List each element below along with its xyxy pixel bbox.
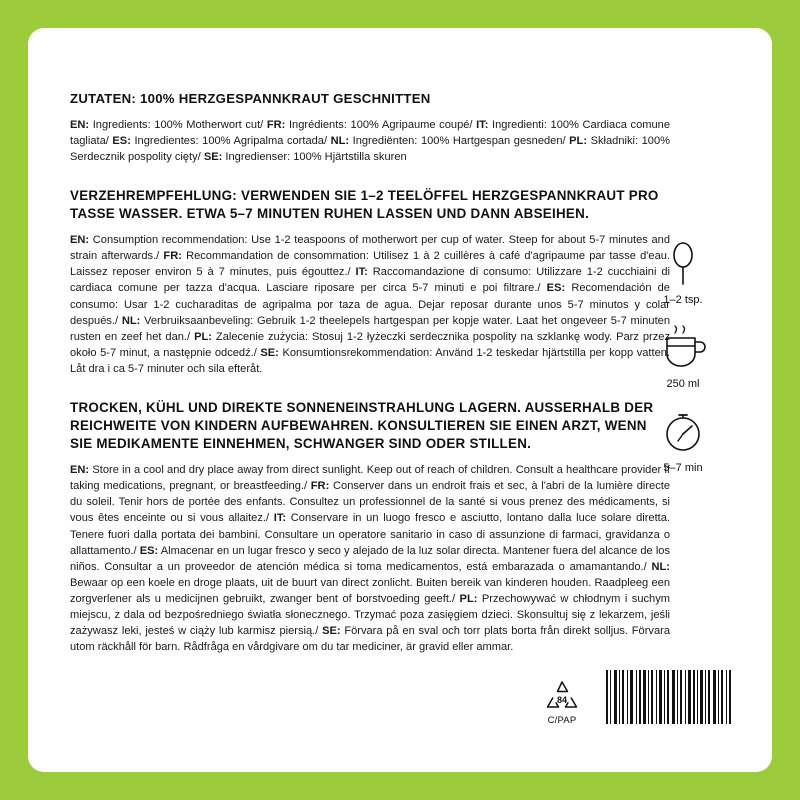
ingredients-heading: ZUTATEN: 100% HERZGESPANNKRAUT GESCHNITTEN — [70, 91, 431, 106]
section-ingredients — [70, 90, 670, 165]
timer-icon — [653, 406, 713, 460]
bottom-marks — [538, 668, 732, 726]
usage-icon-item-spoon — [653, 238, 713, 306]
recycling-triangle-icon — [542, 678, 582, 714]
section-storage-warning — [70, 399, 670, 655]
usage-icon-column — [640, 238, 726, 490]
recycling-number: 84 — [556, 695, 568, 705]
storage-warning-heading: TROCKEN, KÜHL UND DIREKTE SONNENEINSTRAHLUNG LAGERN. AUSSERHALB DER REICHWEITE VON KINDERN AUFBEWAHREN. KONSULTIEREN SIE EINEN ARZT, WENN SIE MEDIKAMENTE EINNEHMEN, SCHWANGER SIND ODER STILLEN. — [70, 399, 654, 452]
preparation-body: EN: Consumption recommendation: Use 1-2 teaspoons of motherwort per cup of water. Steep for about 5-7 minutes and strain afterwards./ FR: Recommandation de consommation: Utilisez 1 à 2 cuillères à café d'agripaume par tasse d'eau. Laissez reposer environ 5 à 7 minutes, puis égouttez./ IT: Raccomandazione di consumo: Utilizzare 1-2 cucchiaini di cardiaca comune per tazza d'acqua. Lasciare riposare per circa 5-7 minuti e poi filtrare./ ES: Recomendación de consumo: Usar 1-2 cucharaditas de agripalma por taza de agua. Dejar reposar durante unos 5-7 minutos y colar después./ NL: Verbruiksaanbeveling: Gebruik 1-2 theelepels hartgespan per kopje water. Laat het ongeveer 5-7 minuten rusten en zeef het dan./ PL: Zalecenie zużycia: Stosuj 1-2 łyżeczki serdecznika pospolity na szklankę wody. Parz przez około 5-7 minut, a następnie odcedź./ SE: Konsumtionsrekommendation: Använd 1-2 teskedar hjärtstilla per kopp vatten. Låt dra i ca 5-7 minuter och sila efteråt. — [70, 234, 670, 375]
barcode-icon — [604, 668, 732, 726]
label-text-column — [70, 90, 670, 674]
preparation-heading: VERZEHREMPFEHLUNG: VERWENDEN SIE 1–2 TEELÖFFEL HERZGESPANNKRAUT PRO TASSE WASSER. ETWA 5–7 MINUTEN RUHEN LASSEN UND DANN ABSEIHEN. — [70, 188, 659, 222]
ingredients-body: EN: Ingredients: 100% Motherwort cut/ FR: Ingrédients: 100% Agripaume coupé/ IT: Ingredienti: 100% Cardiaca comune tagliata/ ES: Ingredientes: 100% Agripalma cortada/ NL: Ingrediënten: 100% Hartgespan gesneden/ PL: Składniki: 100% Serdecznik pospolity cięty/ SE: Ingredienser: 100% Hjärtstilla skuren — [70, 118, 670, 163]
recycling-mark — [538, 678, 586, 726]
cup-icon-caption: 250 ml — [666, 378, 700, 390]
label-card — [28, 28, 772, 772]
storage-warning-body: EN: Store in a cool and dry place away from direct sunlight. Keep out of reach of children. Consult a healthcare provider if taking medications, pregnant, or breastfeeding./ FR: Conserver dans un endroit frais et sec, à l'abri de la lumière directe du soleil. Tenir hors de portée des enfants. Consultez un professionnel de la santé si vous prenez des médicaments, si vous êtes enceinte ou si vous allaitez./ IT: Conservare in un luogo fresco e asciutto, lontano dalla luce solare diretta. Tenere fuori dalla portata dei bambini. Consultare un operatore sanitario in caso di assunzione di farmaci, gravidanza o allattamento./ ES: Almacenar en un lugar fresco y seco y alejado de la luz solar directa. Mantener fuera del alcance de los niños. Consultar a un proveedor de atención médica si toma medicamentos, está embarazada o amamantando./ NL: Bewaar op een koele en droge plaats, uit de buurt van direct zonlicht. Buiten bereik van kinderen houden. Raadpleeg een zorgverlener als u medicijnen gebruikt, zwanger bent of borstvoeding geeft./ PL: Przechowywać w chłodnym i suchym miejscu, z dala od bezpośredniego światła słonecznego. Trzymać poza zasięgiem dzieci. Skonsultuj się z lekarzem, jeśli zażywasz leki, jesteś w ciąży lub karmisz piersią./ SE: Förvara på en sval och torr plats borta från direkt solljus. Förvara utom räckhåll för barn. Rådfråga en vårdgivare om du tar mediciner, är gravid eller ammar. — [70, 464, 671, 654]
spoon-icon-caption: 1–2 tsp. — [663, 294, 703, 306]
usage-icon-item-cup — [653, 322, 713, 390]
timer-icon-caption: 5–7 min — [663, 462, 703, 474]
spoon-icon — [653, 238, 713, 292]
recycling-material-label: C/PAP — [547, 715, 577, 726]
usage-icon-item-timer — [653, 406, 713, 474]
section-preparation — [70, 187, 670, 377]
cup-icon — [653, 322, 713, 376]
